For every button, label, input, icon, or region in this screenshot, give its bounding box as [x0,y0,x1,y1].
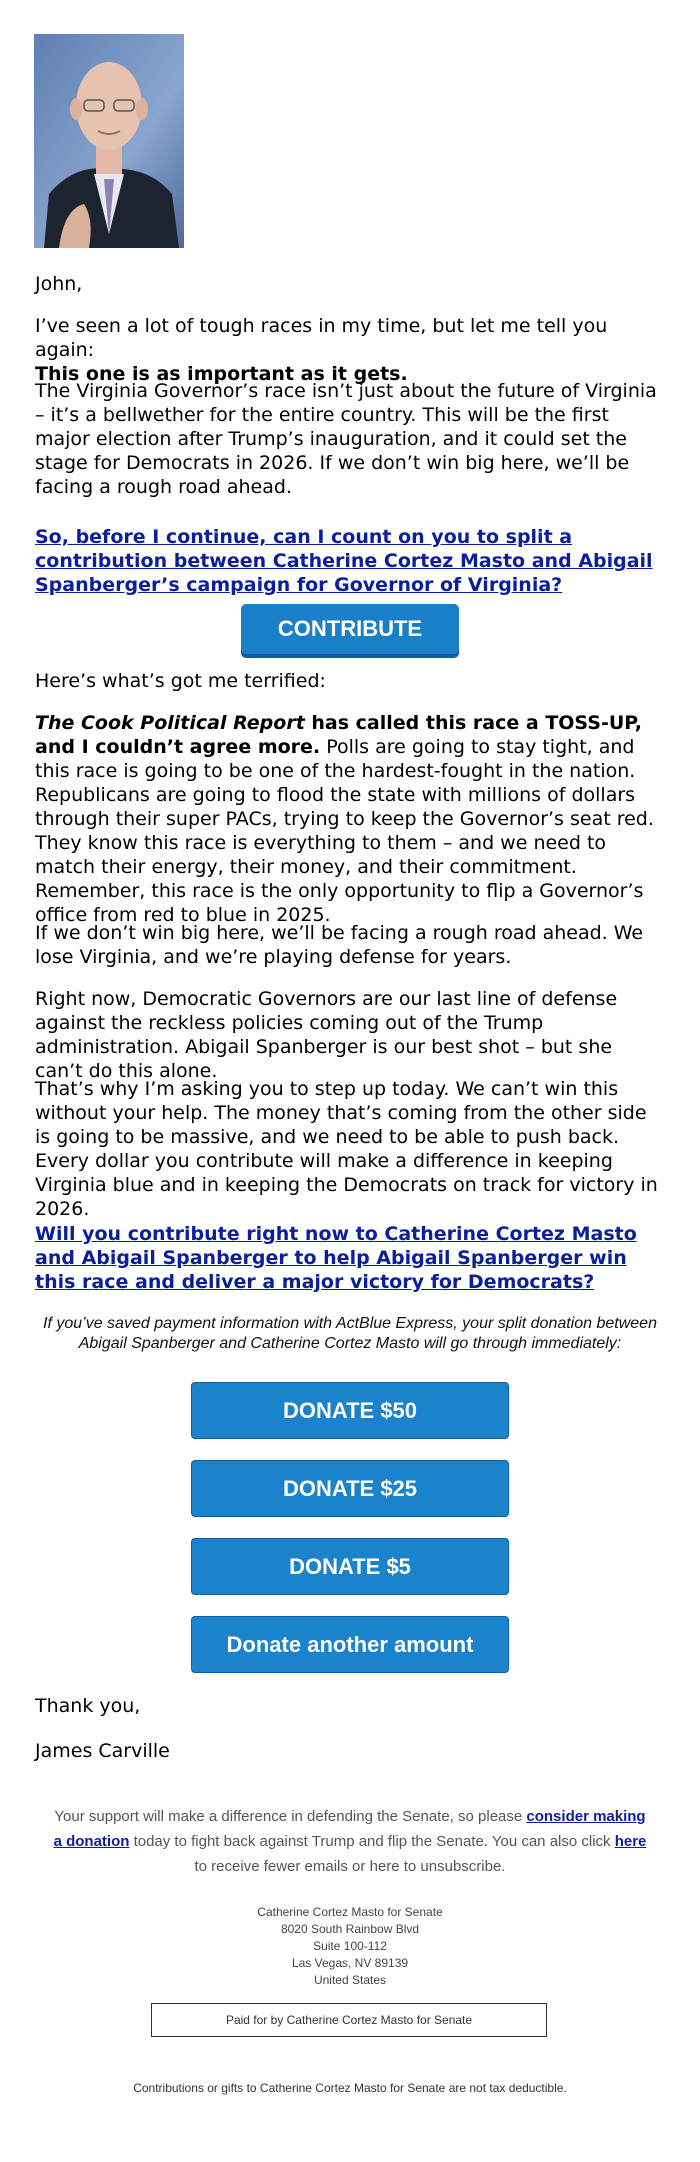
contribute-button[interactable]: CONTRIBUTE [241,604,459,654]
tax-disclaimer: Contributions or gifts to Catherine Cortez Masto for Senate are not tax deductible. [133,2081,567,2095]
paragraph-governors: Right now, Democratic Governors are our last line of defense against the reckless policies coming out of the Trump administration. Abigail Spanberger is our best shot – but she can’t do this alone. [35,988,618,1082]
cook-report-rest: Polls are going to stay tight, and this race is going to be one of the hardest-fought in the nation. Republicans are going to flood the state with millions of dollars through their super PACs, trying to keep the Governor’s seat red. They know this race is everything to them – and we need to match their energy, their money, and their commitment. Remember, this race is the only opportunity to flip a Governor’s office from red to blue in 2025. [35,736,654,926]
paragraph-terrified: Here’s what’s got me terrified: [35,670,326,692]
footer-text-2: today to fight back against Trump and flip the Senate. You can also click [129,1833,615,1850]
greeting: John, [35,273,83,295]
footer-text-1: Your support will make a difference in defending the Senate, so please [54,1808,527,1825]
intro-bold: This one is as important as it gets. [35,363,408,385]
paragraph-virginia: The Virginia Governor’s race isn’t just about the future of Virginia – it’s a bellwether for the entire country. This will be the first major election after Trump’s inauguration, and it could set the stage for Democrats in 2026. If we don’t win big here, we’ll be facing a rough road ahead. [35,380,657,498]
signoff: Thank you, [35,1695,141,1717]
intro-paragraph [35,314,665,386]
cook-report-bold: has called this race a TOSS-UP, and I couldn’t agree more. [35,712,642,758]
donate-5-button[interactable]: DONATE $5 [191,1538,509,1595]
split-contribution-link-block [35,525,665,597]
footer-text-3: to receive fewer emails or here to unsubscribe. [194,1858,506,1875]
sender-photo [34,34,184,248]
paragraph-cook-report [35,711,665,927]
fewer-emails-link[interactable]: here [614,1833,647,1850]
paragraph-step-up: That’s why I’m asking you to step up today. We can’t win this without your help. The money that’s coming from the other side is going to be massive, and we need to be able to push back. Every dollar you contribute will make a difference in keeping Virginia blue and in keeping the Democrats on track for victory in 2026. [35,1078,658,1220]
signature: James Carville [35,1740,170,1762]
contribute-now-link-block [35,1222,665,1294]
portrait-image [34,34,184,248]
paragraph-rough-road: If we don’t win big here, we’ll be facing a rough road ahead. We lose Virginia, and we’re playing defense for years. [35,922,644,968]
actblue-express-note: If you’ve saved payment information with ActBlue Express, your split donation between Abigail Spanberger and Catherine Cortez Masto will go through immediately: [43,1315,657,1352]
address-line: Catherine Cortez Masto for Senate [257,1905,443,1919]
mailing-address [150,1904,550,1989]
donate-other-amount-button[interactable]: Donate another amount [191,1616,509,1673]
consider-donation-link[interactable]: consider making a donation [53,1808,646,1850]
address-line: Suite 100-112 [313,1939,387,1953]
intro-line: I’ve seen a lot of tough races in my time, but let me tell you again: [35,315,608,361]
paid-for-box: Paid for by Catherine Cortez Masto for Senate [151,2003,547,2037]
split-contribution-link[interactable]: So, before I continue, can I count on you to split a contribution between Catherine Cortez Masto and Abigail Spanberger’s campaign for Governor of Virginia? [35,526,653,596]
cook-report-title: The Cook Political Report [35,712,305,734]
donate-50-button[interactable]: DONATE $50 [191,1382,509,1439]
footer-message [50,1804,650,1879]
address-line: Las Vegas, NV 89139 [291,1956,409,1970]
donate-25-button[interactable]: DONATE $25 [191,1460,509,1517]
contribute-now-link[interactable]: Will you contribute right now to Catherine Cortez Masto and Abigail Spanberger to help Abigail Spanberger win this race and deliver a major victory for Democrats? [35,1223,637,1293]
address-line: 8020 South Rainbow Blvd [280,1922,420,1936]
address-line: United States [313,1973,387,1987]
